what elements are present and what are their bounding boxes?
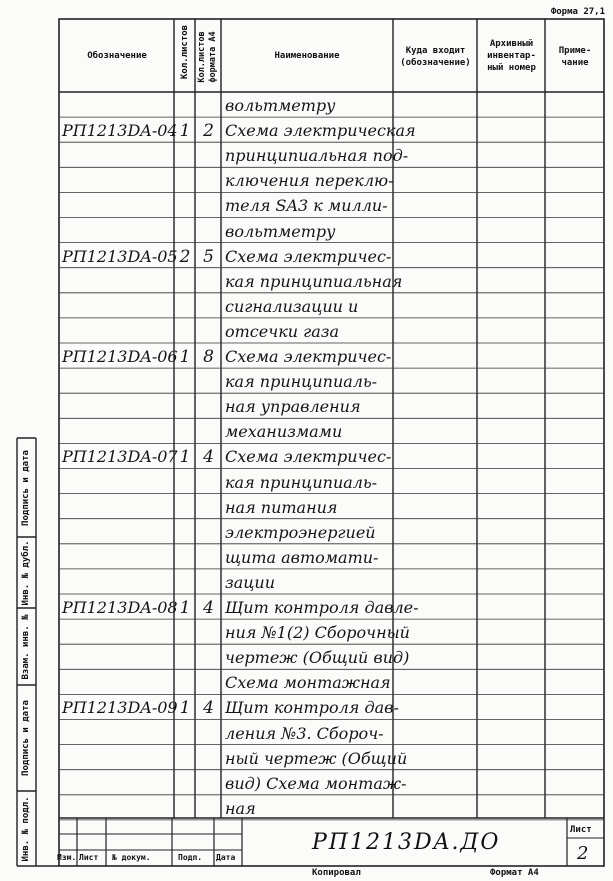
row-designation: РП1213DA-08 — [62, 598, 178, 617]
row-name: кая принципиаль- — [225, 472, 378, 492]
title-date: Дата — [216, 853, 236, 862]
header-designation: Обозначение — [87, 51, 147, 61]
row-sheets-count: 1 — [179, 447, 191, 468]
row-name: Схема монтажная — [225, 673, 391, 693]
row-name: теля SA3 к милли- — [225, 196, 388, 216]
title-list: Лист — [79, 853, 99, 862]
row-name: Щит контроля дав- — [225, 698, 399, 718]
row-a4-count: 4 — [203, 598, 214, 618]
header-note: Приме- чание — [558, 46, 592, 68]
row-name: ная питания — [225, 497, 338, 517]
form-label: Форма 27,1 — [550, 7, 605, 17]
row-name: Щит контроля давле- — [225, 598, 419, 617]
row-designation: РП1213DA-07 — [62, 447, 178, 467]
side-label-sign-date-top: Подпись и дата — [21, 450, 31, 526]
footer-format: Формат А4 — [490, 868, 539, 878]
row-name: вид) Схема монтаж- — [225, 773, 407, 793]
row-name: вольтметру — [225, 96, 336, 115]
row-name: ния №1(2) Сборочный — [225, 623, 410, 643]
header-used-in: Куда входит (обозначение) — [400, 46, 471, 68]
row-a4-count: 8 — [203, 347, 214, 367]
row-a4-count: 5 — [203, 246, 214, 267]
row-sheets-count: 1 — [179, 598, 191, 618]
header-name: Наименование — [274, 51, 340, 61]
header-a4-count: Кол.листов формата А4 — [197, 31, 218, 83]
row-name: кая принципиальная — [225, 271, 403, 291]
row-name: ления №3. Сбороч- — [225, 723, 384, 743]
row-name: ный чертеж (Общий — [225, 748, 408, 768]
header-archive-no: Архивный инвентар- ный номер — [487, 39, 536, 73]
header-sheets-count: Кол.листов — [180, 24, 190, 80]
row-name: Схема электричес- — [225, 447, 392, 467]
document-code: РП1213DA.ДО — [312, 830, 501, 855]
side-label-vzam-inv: Взам. инв. № — [21, 614, 31, 680]
title-doc-no: № докум. — [112, 853, 151, 862]
row-name: ная — [225, 798, 256, 818]
row-name: электроэнергией — [225, 522, 376, 542]
row-name: принципиальная под- — [225, 146, 409, 166]
sheet-number: 2 — [577, 843, 589, 864]
side-label-sign-date-bottom: Подпись и дата — [21, 700, 31, 776]
row-name: ная управления — [225, 397, 361, 417]
row-a4-count: 4 — [203, 698, 214, 719]
row-name: щита автомати- — [225, 547, 379, 567]
side-label-inv-dup: Инв. № дубл. — [21, 540, 31, 606]
row-designation: РП1213DA-09 — [62, 698, 178, 718]
row-name: сигнализации и — [225, 296, 359, 316]
row-name: кая принципиаль- — [225, 372, 378, 392]
title-izm: Изм. — [57, 853, 77, 862]
row-designation: РП1213DA-05 — [62, 246, 178, 266]
row-designation: РП1213DA-06 — [62, 347, 178, 366]
row-name: механизмами — [225, 422, 343, 442]
row-sheets-count: 1 — [179, 121, 191, 142]
row-designation: РП1213DA-04 — [62, 121, 178, 141]
row-sheets-count: 1 — [179, 347, 191, 367]
row-name: вольтметру — [225, 221, 336, 241]
row-name: Схема электричес- — [225, 347, 392, 366]
row-a4-count: 2 — [203, 121, 214, 142]
row-name: зации — [225, 572, 276, 592]
row-name: чертеж (Общий вид) — [225, 648, 410, 668]
title-sign: Подп. — [178, 853, 203, 862]
row-a4-count: 4 — [203, 447, 214, 468]
footer-copied: Копировал — [312, 868, 361, 878]
row-sheets-count: 2 — [179, 246, 191, 267]
row-sheets-count: 1 — [179, 698, 191, 719]
row-name: отсечки газа — [225, 321, 340, 341]
row-name: Схема электричес- — [225, 246, 392, 266]
row-name: ключения переклю- — [225, 171, 394, 191]
row-name: Схема электрическая — [225, 121, 416, 141]
title-sheet-label: Лист — [570, 825, 592, 835]
side-label-inv-orig: Инв. № подл. — [21, 796, 31, 862]
